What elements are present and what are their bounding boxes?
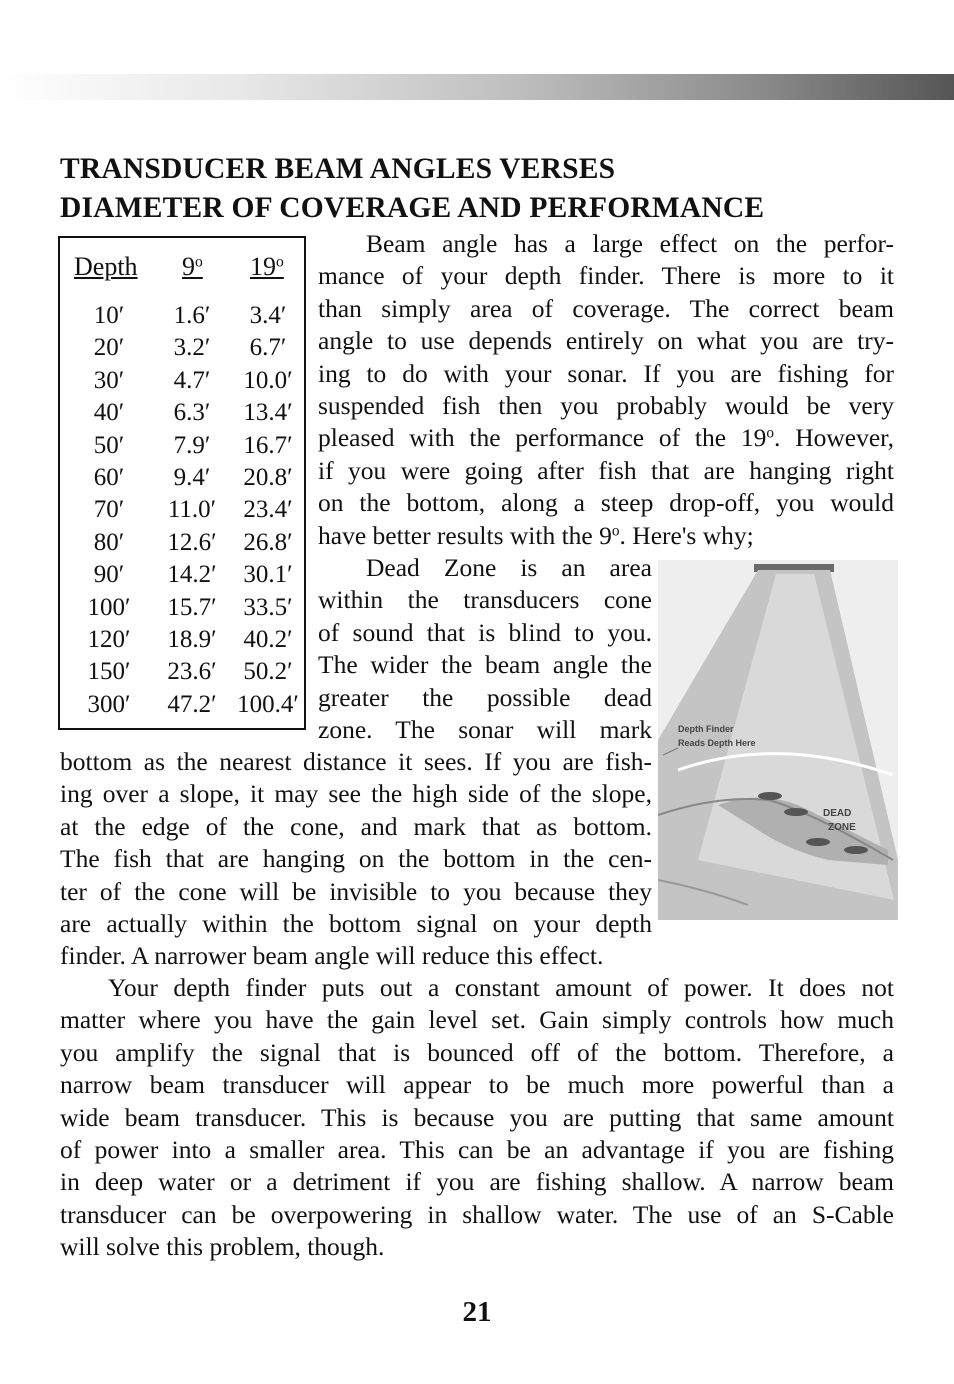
table-header-row: [60, 252, 304, 284]
coverage-19-degree-cell: 30.1′: [243, 561, 293, 589]
depth-cell: 150′: [87, 658, 131, 686]
text-line: suspended fish then you probably would be very: [318, 390, 894, 420]
coverage-9-degree-cell: 14.2′: [167, 561, 217, 589]
coverage-19-degree-cell: 33.5′: [243, 593, 293, 621]
figure-label-reads-depth: Reads Depth Here: [678, 738, 756, 748]
depth-cell: 30′: [93, 366, 125, 394]
text-line: within the transducers cone: [318, 585, 652, 615]
text-line: pleased with the performance of the 19$^o$. However,: [318, 423, 894, 453]
beam-coverage-table: [58, 236, 306, 730]
table-header-depth: Depth: [74, 252, 138, 281]
table-row: [60, 496, 304, 528]
coverage-9-degree-cell: 1.6′: [173, 302, 211, 329]
depth-cell: 60′: [93, 464, 125, 491]
coverage-19-degree-cell: 16.7′: [243, 431, 293, 459]
text-line: transducer can be overpowering in shallow water. The use of an S-Cable: [60, 1199, 894, 1229]
text-line: The wider the beam angle the: [318, 650, 652, 680]
depth-cell: 80′: [93, 528, 125, 556]
coverage-9-degree-cell: 3.2′: [173, 334, 211, 362]
text-line: will solve this problem, though.: [60, 1232, 385, 1262]
text-line: you amplify the signal that is bounced off of the bottom. Therefore, a: [60, 1037, 894, 1067]
figure-label-depth-finder: Depth Finder: [678, 724, 734, 734]
text-line: zone. The sonar will mark: [318, 714, 652, 744]
coverage-19-degree-cell: 20.8′: [243, 464, 293, 491]
fish-icon: [758, 792, 782, 800]
fish-icon: [784, 808, 808, 816]
coverage-19-degree-cell: 40.2′: [243, 626, 293, 653]
paragraph-dead-zone-narrow: [318, 552, 652, 746]
text-line: if you were going after fish that are hanging right: [318, 455, 894, 485]
page-heading: [60, 150, 920, 228]
text-line: ing over a slope, it may see the high side of the slope,: [60, 779, 652, 809]
coverage-9-degree-cell: 4.7′: [173, 366, 211, 394]
table-header-19-degree: 19$^o$: [250, 252, 284, 281]
coverage-19-degree-cell: 50.2′: [243, 658, 293, 686]
text-line: ing to do with your sonar. If you are fishing for: [318, 358, 894, 388]
dead-zone-illustration: [658, 560, 898, 920]
header-gradient-bar: [0, 74, 954, 100]
heading-line-2: DIAMETER OF COVERAGE AND PERFORMANCE: [60, 192, 765, 224]
text-line: Beam angle has a large effect on the perfor-: [366, 229, 894, 258]
table-header-9-degree: 9$^o$: [182, 252, 203, 281]
text-line: of sound that is blind to you.: [318, 617, 652, 647]
coverage-19-degree-cell: 26.8′: [243, 528, 293, 556]
table-row: [60, 302, 304, 334]
text-line: narrow beam transducer will appear to be much more powerful than a: [60, 1070, 894, 1100]
text-line: on the bottom, along a steep drop-off, you would: [318, 488, 894, 518]
table-row: [60, 658, 304, 690]
depth-cell: 90′: [93, 561, 125, 589]
text-line: have better results with the 9$^o$. Here's why;: [318, 520, 754, 550]
text-line: Your depth finder puts out a constant amount of power. It does not: [108, 973, 894, 1002]
text-line: in deep water or a detriment if you are fishing shallow. A narrow beam: [60, 1167, 894, 1197]
table-row: [60, 334, 304, 366]
table-row: [60, 432, 304, 464]
fish-icon: [806, 838, 830, 846]
text-line: angle to use depends entirely on what you are try-: [318, 326, 894, 356]
text-line: at the edge of the cone, and mark that as bottom.: [60, 811, 652, 841]
text-line: of power into a smaller area. This can be an advantage if you are fishing: [60, 1134, 894, 1164]
text-line: greater the possible dead: [318, 682, 652, 712]
paragraph-power: [60, 972, 894, 1264]
depth-cell: 70′: [93, 496, 125, 524]
paragraph-beam-angle: [318, 228, 894, 552]
coverage-9-degree-cell: 15.7′: [167, 593, 217, 621]
text-line: are actually within the bottom signal on your depth: [60, 908, 652, 938]
coverage-19-degree-cell: 3.4′: [249, 302, 287, 329]
coverage-19-degree-cell: 13.4′: [243, 399, 293, 427]
depth-cell: 100′: [87, 593, 131, 621]
table-row: [60, 464, 304, 496]
coverage-19-degree-cell: 100.4′: [237, 690, 299, 718]
table-row: [60, 367, 304, 399]
coverage-19-degree-cell: 10.0′: [243, 366, 293, 394]
text-line: mance of your depth finder. There is more to it: [318, 261, 894, 291]
depth-cell: 120′: [87, 626, 131, 653]
table-row: [60, 529, 304, 561]
coverage-9-degree-cell: 7.9′: [173, 431, 211, 459]
depth-cell: 50′: [93, 431, 125, 459]
coverage-9-degree-cell: 9.4′: [173, 464, 211, 491]
depth-cell: 20′: [93, 334, 125, 362]
text-line: ter of the cone will be invisible to you because they: [60, 876, 652, 906]
table-row: [60, 626, 304, 658]
coverage-9-degree-cell: 6.3′: [173, 399, 211, 427]
coverage-19-degree-cell: 6.7′: [249, 334, 287, 362]
coverage-9-degree-cell: 18.9′: [167, 626, 217, 653]
coverage-19-degree-cell: 23.4′: [243, 496, 293, 524]
text-line: wide beam transducer. This is because you are putting that same amount: [60, 1102, 894, 1132]
fish-icon: [844, 846, 868, 854]
figure-label-zone: ZONE: [828, 822, 856, 833]
text-line: matter where you have the gain level set. Gain simply controls how much: [60, 1005, 894, 1035]
coverage-9-degree-cell: 11.0′: [167, 496, 217, 524]
table-row: [60, 594, 304, 626]
page-number: 21: [462, 1296, 492, 1328]
text-line: finder. A narrower beam angle will reduce this effect.: [60, 941, 604, 971]
paragraph-dead-zone-wide: [60, 746, 652, 973]
text-line: The fish that are hanging on the bottom in the cen-: [60, 844, 652, 874]
text-line: Dead Zone is an area: [366, 553, 652, 582]
coverage-9-degree-cell: 23.6′: [167, 658, 217, 686]
text-line: bottom as the nearest distance it sees. If you are fish-: [60, 747, 652, 776]
text-line: than simply area of coverage. The correct beam: [318, 293, 894, 323]
depth-cell: 40′: [93, 399, 125, 427]
table-row: [60, 691, 304, 723]
coverage-9-degree-cell: 47.2′: [167, 690, 217, 718]
depth-cell: 300′: [87, 690, 131, 718]
heading-line-1: TRANSDUCER BEAM ANGLES VERSES: [60, 153, 616, 185]
coverage-9-degree-cell: 12.6′: [167, 528, 217, 556]
depth-cell: 10′: [93, 302, 125, 329]
table-row: [60, 399, 304, 431]
table-row: [60, 561, 304, 593]
figure-label-dead: DEAD: [823, 808, 852, 819]
